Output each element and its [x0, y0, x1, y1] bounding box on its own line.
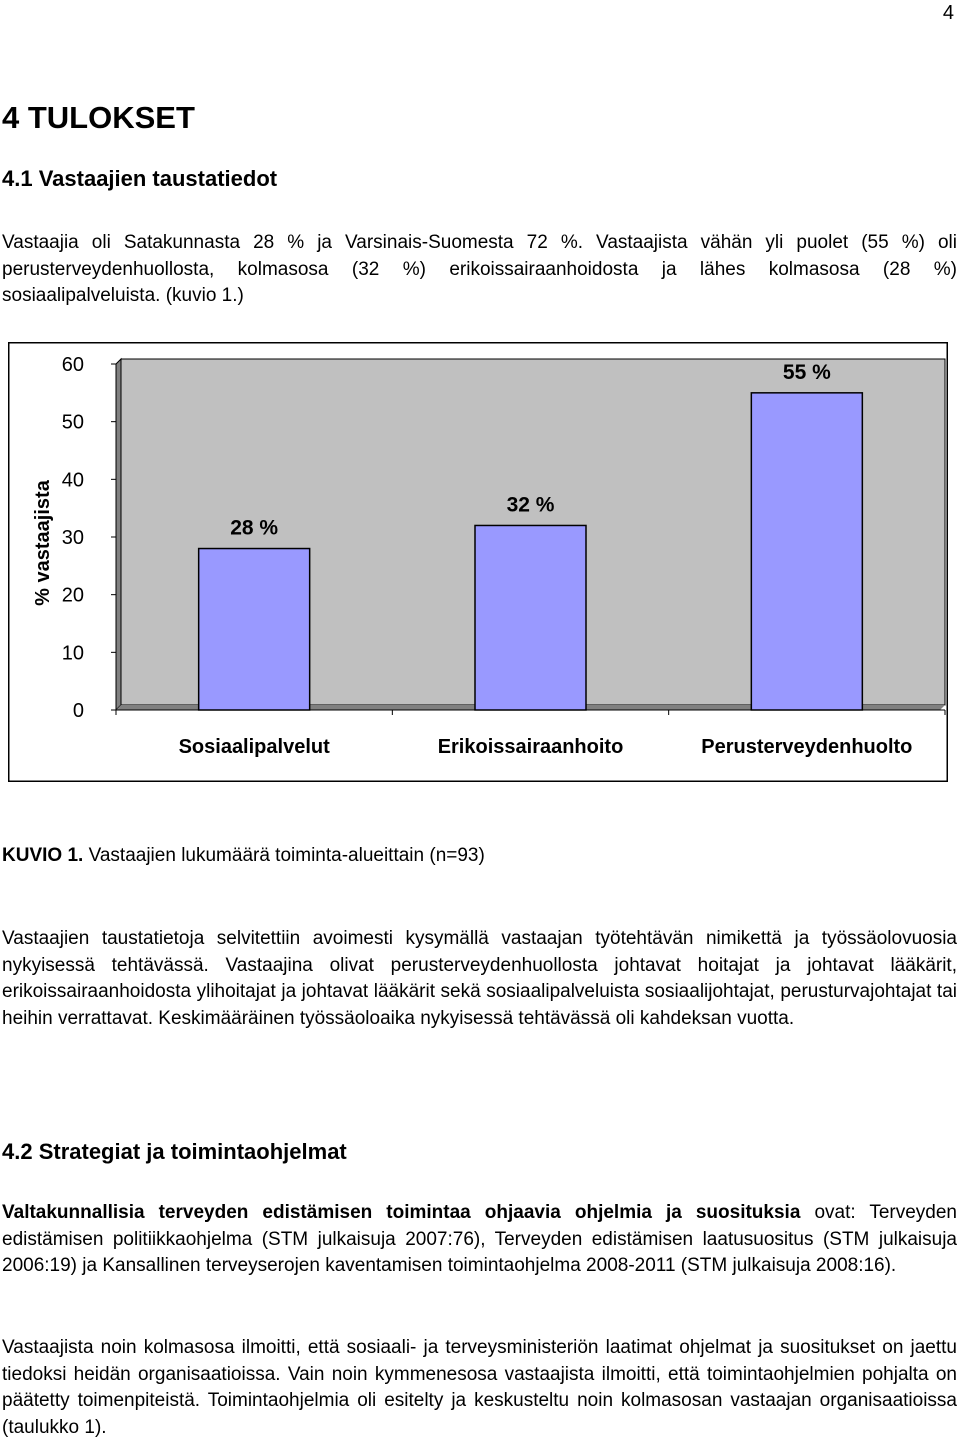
plot-side-wall [116, 359, 121, 710]
paragraph-programs-rest: ovat: Terveyden edistämisen politiikkaohjelma (STM julkaisuja 2007:76), Terveyden edistämisen laatusuositus (STM julkaisuja 2006:19) ja Kansallinen terveyserojen kaventamisen toimintaohjelma 2008-2011 (STM julkaisuja 2008:16). [2, 1202, 957, 1276]
y-tick-label: 20 [61, 584, 84, 607]
bar-chart [8, 342, 948, 782]
caption-label: KUVIO 1. [2, 845, 84, 866]
paragraph-background: Vastaajia oli Satakunnasta 28 % ja Varsinais-Suomesta 72 %. Vastaajista vähän yli puolet (55 %) oli perusterveydenhuollosta, kolmasosa (32 %) erikoissairaanhoidosta ja lähes kolmasosa (28 %) sosiaalipalveluista. (kuvio 1.) [2, 232, 957, 306]
y-tick-label: 40 [61, 469, 84, 492]
chapter-heading: 4 TULOKSET [2, 100, 195, 135]
bar-data-label: 32 % [506, 493, 555, 517]
bar-chart-svg [8, 342, 948, 782]
y-tick-label: 0 [72, 700, 84, 722]
figure-caption [2, 845, 485, 867]
x-category-label: Sosiaalipalvelut [178, 736, 330, 758]
caption-text: Vastaajien lukumäärä toiminta-alueittain (n=93) [83, 845, 485, 866]
bar [199, 549, 310, 710]
page-number: 4 [942, 2, 954, 24]
section-heading-4-1: 4.1 Vastaajien taustatiedot [2, 166, 278, 191]
section-heading-4-2: 4.2 Strategiat ja toimintaohjelmat [2, 1139, 347, 1164]
x-category-label: Erikoissairaanhoito [437, 736, 624, 758]
paragraph-respondents: Vastaajien taustatietoja selvitettiin avoimesti kysymällä vastaajan työtehtävän nimikettä ja työssäolovuosia nykyisessä tehtävässä. Vastaajina olivat perusterveydenhuollosta johtavat hoitajat ja johtavat lääkärit, erikoissairaanhoidosta ylihoitajat ja johtavat lääkärit sekä sosiaalipalveluista sosiaalijohtajat, perusturvajohtajat tai heihin verrattavat. Keskimääräinen työssäoloaika nykyisessä tehtävässä oli kahdeksan vuotta. [2, 928, 957, 1029]
y-tick-label: 60 [61, 354, 84, 376]
paragraph-programs-lead: Valtakunnallisia terveyden edistämisen toimintaa ohjaavia ohjelmia ja suosituksia [2, 1202, 801, 1223]
plot-area [32, 354, 945, 758]
paragraph-distribution: Vastaajista noin kolmasosa ilmoitti, että sosiaali- ja terveysministeriön laatimat ohjelmat ja suositukset on jaettu tiedoksi heidän organisaatioissa. Vain noin kymmenesosa vastaajista ilmoitti, että toimintaohjelmien pohjalta on päätetty toimenpiteistä. Toimintaohjelmia oli esitelty ja keskusteltu noin kolmasosan vastaajan organisaatioissa (taulukko 1). [2, 1337, 957, 1438]
bar-data-label: 55 % [782, 360, 831, 384]
x-category-label: Perusterveydenhuolto [701, 736, 913, 758]
paragraph-programs [2, 1200, 957, 1280]
y-tick-label: 10 [61, 642, 84, 665]
bar [475, 525, 586, 710]
y-axis-title: % vastaajista [32, 480, 54, 606]
y-tick-label: 50 [61, 411, 84, 434]
y-tick-label: 30 [61, 527, 84, 549]
bar-data-label: 28 % [230, 516, 279, 540]
bar [751, 393, 862, 710]
